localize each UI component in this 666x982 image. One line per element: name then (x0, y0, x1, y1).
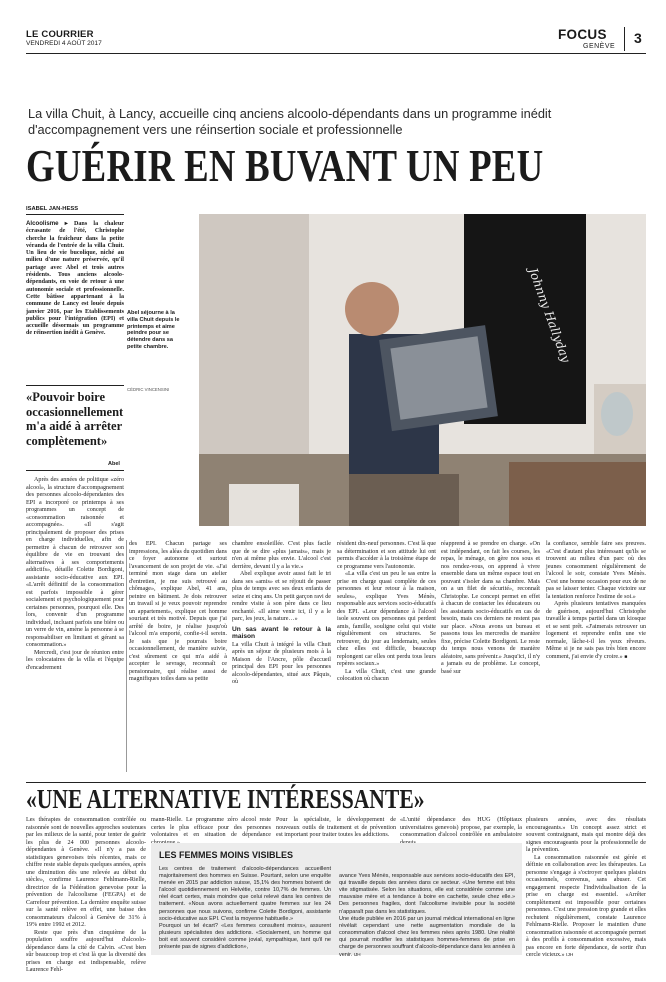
article-kicker: La villa Chuit, à Lancy, accueille cinq anciens alcoolo-dépendants dans un programme inédit d'accompagnement vers une réinsertion sociale et professionnelle (28, 106, 552, 137)
byline-rule (26, 214, 124, 215)
body-paragraph: La villa Chuit, c'est une grande colocation où chacun (337, 668, 436, 682)
body-column-3 (232, 541, 331, 778)
signature: IJH (566, 953, 574, 958)
sidebar-column-b: avance Yves Ménès, responsable aux services socio-éducatifs des EPI, qui travaille depuis des années dans ce secteur. «Une femme est très vite stigmatisée. Selon les situations, elle est considérée comme une mauvaise mère et a tendance à boire en cachette, seule chez elle.» Des personnes fragiles, dont l'alcoolisme invisible pour la société n'apparaît pas dans les statistiques. Une étude publiée en 2016 par un journal médical international en ligne révélait cependant une nette augmentation mondiale de la consommation d'alcool chez les femmes nées après 1980. Une réalité qui pourrait modifier les statistiques hommes-femmes de prise en charge de personnes souffrant d'alcoolo-dépendance dans les années à venir. IJH (339, 873, 515, 959)
poster-signature: Johnny Hallyday (525, 266, 574, 365)
header-rule (26, 53, 646, 54)
second-column-a (26, 817, 146, 973)
body-paragraph: La consommation raisonnée est gérée et définie en collaboration avec les thérapeutes. La personne s'engage à s'octroyer quelques plaisirs occasionnels, convenus, sans abuser. Cet engagement respecte l'individualisation de la prise en charge est essentiel. «Arrêter complètement est impossible pour certaines personnes. C'est une pression trop grande et elles rechutent régulièrement, constate Laurence Fehlmann-Rielle. Proposer le maintien d'une consommation raisonnée et accompagnée permet à des profils à consommation excessive, mais pas encore en forte dépendance, de sortir d'un cercle vicieux.» IJH (526, 854, 646, 958)
lead-marker: ▸ (64, 221, 68, 227)
lead-text: Dans la chaleur écrasante de l'été, Christophe cherche la fraîcheur dans la petite véranda de l'entrée de la villa Chuit. Un lieu de vie bucolique, niché au milieu d'une nature préservée, qu'il partage avec Abel et trois autres résidents. Tous anciens alcoolo-dépendants, en voie de retour à une autonomie sociale et professionnelle. Cette bâtisse appartenant à la commune de Lancy est louée depuis janvier 2016, par les Etablissements publics pour l'intégration (EPI) et accueille désormais un programme de réinsertion inédit à Genève. (26, 221, 124, 337)
body-paragraph: Mercredi, c'est jour de réunion entre les colocataires de la villa et l'équipe d'encadrement (26, 649, 124, 671)
article-headline: GUÉRIR EN BUVANT UN PEU (26, 140, 544, 191)
column-rule (126, 540, 127, 772)
sidebar-signature: IJH (353, 952, 361, 958)
issue-date: VENDREDI 4 AOÛT 2017 (26, 40, 102, 47)
body-paragraph: Reste que près d'un cinquième de la population souffre aujourd'hui d'alcoolo-dépendance dans la cité de Calvin. «C'est bien sûr beaucoup trop et c'est là que la diversité des prises en charge est indispensable, relève Laurence Fehl- (26, 929, 146, 973)
pull-quote: «Pouvoir boire occasionnellement m'a aidé à arrêter complètement» (26, 390, 124, 448)
page-number: 3 (634, 30, 642, 46)
lead-label: Alcoolisme (26, 220, 59, 227)
lead-paragraph (26, 220, 124, 338)
quote-bottom-rule (26, 470, 124, 471)
masthead: LE COURRIER (26, 29, 94, 40)
body-paragraph: la confiance, semble faire ses preuves. «C'est d'autant plus intéressant qu'ils se trouvent au milieu d'un parc où des jeunes consomment régulièrement de l'alcool le soir, constate Yves Ménès. C'est une bonne occasion pour eux de ne pas se laisser tenter. Chaque victoire sur la tentation renforce l'estime de soi.» (546, 541, 646, 600)
section-name: FOCUS (558, 27, 607, 42)
body-column-2 (129, 541, 227, 778)
photo-illustration (199, 214, 646, 526)
photo-caption: Abel séjourne à la villa Chuit depuis le printemps et aime peindre pour se détendre dans sa petite chambre. (127, 310, 180, 350)
header-divider (624, 27, 625, 51)
body-paragraph: «La villa c'est un peu le sas entre la prise en charge quasi complète de ces personnes et leur retour à la maison, seules», explique Yves Ménès, responsable aux services socio-éducatifs des EPI. «Leur dépendance à l'alcool isole souvent ces personnes qui perdent amis, famille, souligne celui qui visite régulièrement ces structures. Se retrouver, du jour au lendemain, seules chez elles est difficile, beaucoup replongent car elles ont perdu tous leurs repères sociaux.» (337, 571, 436, 667)
body-column-1 (26, 477, 124, 778)
body-paragraph: Après plusieurs tentatives manquées de guérison, aujourd'hui Christophe travaille à temps partiel dans un kiosque et se sent prêt. «J'aimerais retrouver un logement et reprendre enfin une vie normale, lâche-t-il les yeux rêveurs. Même si je ne sais pas très bien encore comment, j'ai envie d'y croire.» ■ (546, 601, 646, 660)
sidebar-title: LES FEMMES MOINS VISIBLES (159, 850, 294, 860)
body-paragraph: La villa Chuit à intégré la villa Chuit après un séjour de plusieurs mois à la Maison de l'Ancre, pôle d'accueil principal des EPI pour les personnes alcoolo-dépendantes, situé aux Pâquis, où (232, 641, 331, 686)
second-headline: «UNE ALTERNATIVE INTÉRESSANTE» (26, 784, 425, 814)
body-paragraph: chambre ensoleillée. C'est plus facile que de se dire «plus jamais», mais je n'en ai même plus envie. L'alcool c'est derrière, devant il y a la vie.» (232, 541, 331, 570)
quote-top-rule (26, 385, 124, 386)
body-paragraph: plusieurs années, avec des résultats encourageants.» Un concept assez strict et souvent contraignant, mais qui montre déjà des signes encourageants pour la professionnelle de la prévention. (526, 817, 646, 853)
body-paragraph: Après des années de politique «zéro alcool», la structure d'accompagnement des personnes alcoolo-dépendantes des EPI a incorporé ce printemps à ses programmes un concept de «consommation raisonnée et accompagnée». «Il s'agit principalement de proposer des prises en charge individuelles, afin de permettre à chacun de retrouver son équilibre de vie en trouvant des alternatives à ses comportements addictifs», détaille Colette Bordigoni, assistante socio-éducative aux EPI. «L'arrêt définitif de la consommation est parfois impossible à gérer socialement et psychologiquement pour certaines personnes, pourquoi elle. Des lors, convenir d'un programme individuel, incluant parfois une bière ou un verre de vin, amène la personne à se responsabiliser en limitant et gérant sa consommation.» (26, 477, 124, 648)
body-paragraph: Pour la spécialiste, le développement de nouveaux outils de traitement et de prévention est important pour traiter toutes les addictions. (276, 817, 396, 838)
end-mark: ■ (624, 654, 628, 660)
body-column-5 (441, 541, 540, 778)
body-paragraph: Les thérapies de consommation contrôlée ou raisonnée sont de nouvelles approches soutenues par les milieux de la santé, pour tenter de guérir les plus de 24 000 personnes alcoolo-dépendantes à Genève. «Il n'y a pas de statistiques genevoises très récentes, mais ce chiffre reste stable depuis quelques années, après une diminution dès une relevée au début du siècle», confirme Laurence Fehlmann-Rielle, directrice de la Fédération genevoise pour la prévention de l'alcoolisme (FEGPA) et de Carrefour prévention. La dernière enquête suisse sur la santé relève en effet, une baisse des consommateurs d'alcool à Genève de 31% à 19% entre 1992 et 2012. (26, 817, 146, 928)
body-column-4 (337, 541, 436, 778)
second-column-e (526, 817, 646, 958)
sidebar-column-a: Les centres de traitement d'alcoolo-dépendances accueillent majoritairement des hommes en Suisse. Pourtant, selon une enquête menée en 2015 par addiction suisse, 15,1% des hommes boivent de l'alcool quotidiennement en Helvétie, contre 10,7% de femmes. Un réel écart certes, mais moindre que celui relevé dans les centres de traitement. «Nous avons actuellement quatre femmes sur les 24 personnes que nous suivons, confirme Colette Bordigoni, assistante socio-éducative aux EPI. C'est la moyenne habituelle.» Pourquoi un tel écart? «Les femmes consultent moins», assurent plusieurs spécialistes des addictions. «Socialement, un homme qui boit est souvent considéré comme jovial, sympathique, tant qu'il ne présente pas de signes d'addiction», (159, 866, 331, 951)
second-column-b (151, 817, 271, 843)
body-paragraph: «L'unité dépendance des HUG (Hôpitaux universitaires genevois) propose, par exemple, la consommation d'alcool contrôlée en ambulatoire (400, 817, 522, 838)
subsection-name: GENÈVE (583, 43, 616, 50)
article-photo (199, 214, 646, 526)
second-column-c (276, 817, 396, 843)
body-paragraph: des EPI. Chacun partage ses impressions, les aléas du quotidien dans ce foyer autonome et surtout l'avancement de son projet de vie. «J'ai terminé mon stage dans un atelier d'entretien, je me suis retrouvé au chômage», explique Abel, 41 ans, peintre en bâtiment. Je dois retrouver un travail si je veux pouvoir reprendre un appartement», explique cet homme souriant et très motivé. Depuis que j'ai arrêté de boire, je réalise jusqu'où l'alcool m'a emporté, confie-t-il serein. Je sais que je pourrais boire occasionnellement, de manière suivie, c'est sûrement ce qui m'a aidé à accepter le sevrage, reconnaît ce pensionnaire, qui réalise aussi de magnifiques toiles dans sa petite (129, 541, 227, 682)
pull-quote-author: Abel (108, 461, 120, 467)
body-paragraph: Abel explique avoir aussi fait le tri dans ses «amis» et se réjouit de passer plus de temps avec ses deux enfants de seize et cinq ans. Un petit garçon ravi de rendre visite à son père dans ce lieu enchanté. «Il aime venir ici, il y a le parc, les jeux, la nature…» (232, 571, 331, 622)
body-subheading: Un sas avant le retour à la maison (232, 625, 331, 641)
sidebar-box (151, 843, 522, 959)
body-paragraph: résident dix-neuf personnes. C'est là que sa détermination et son attitude lui ont permis d'accéder à la troisième étape de ce programme vers l'autonomie. (337, 541, 436, 570)
photo-credit: CÉDRIC VINCENSINI (127, 387, 170, 392)
body-paragraph: réapprend à se prendre en charge. «On est indépendant, on fait les courses, les repas, le ménage, on gère nos sous et nos rendez-vous, on apprend à vivre ensemble dans un même espace tout en pouvant s'isoler dans sa chambre. Mais on a un filet de sécurité», reconnaît Christophe. Le concept permet en effet à chacun de contacter les éducateurs ou les assistants socio-éducatifs en cas de besoin, mais ces derniers ne restent pas sur place. «Nous avons un bureau et passons tous les mercredis de manière fixe, précise Colette Bordigoni. Le reste du temps nous venons de manière aléatoire, sans prévenir.» Jusqu'ici, il n'y a jamais eu de problème. Le concept, basé sur (441, 541, 540, 675)
body-paragraph: mann-Rielle. Le programme zéro alcool reste certes le plus efficace pour des personnes volontaires et en situation de dépendance (151, 817, 271, 838)
byline: ISABEL JAN-HESS (26, 206, 79, 212)
second-column-d (400, 817, 522, 843)
body-column-6 (546, 541, 646, 778)
